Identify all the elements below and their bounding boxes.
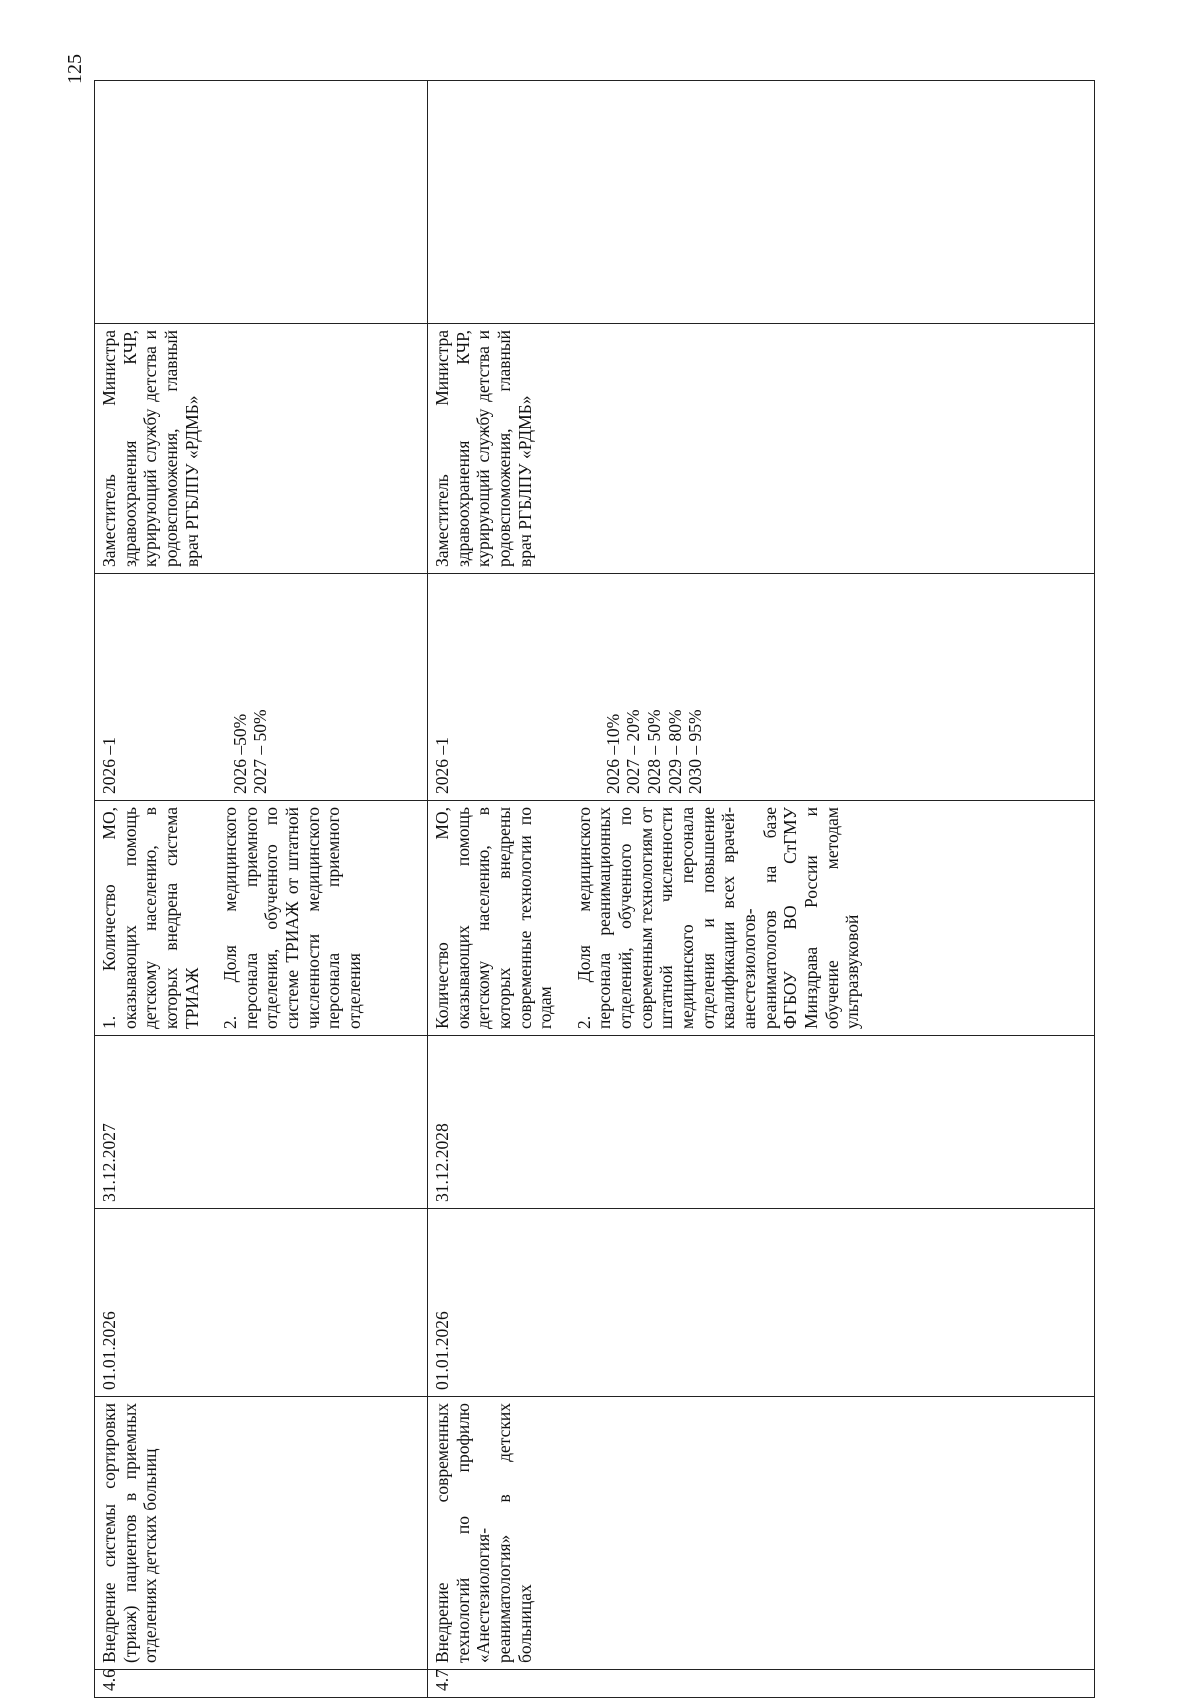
end-date: 31.12.2028 (428, 1036, 1095, 1209)
table-row (428, 81, 1095, 1698)
value-item: 2029 – 80% (664, 709, 685, 794)
indicator-1: 1. Количество МО, оказывающих помощь детскому населению, в которых внедрена система ТРИАЖ (99, 807, 202, 1029)
values-by-year (230, 580, 271, 794)
indicator-2: 2. Доля медицинского персонала приемного отделения, обученного по системе ТРИАЖ от штатной численности медицинского персонала приемного отделения (220, 807, 365, 1029)
value-item: 2026 –10% (602, 713, 623, 794)
value-item: 2026 –50% (229, 713, 250, 794)
indicators-cell (428, 801, 1095, 1036)
end-date: 31.12.2027 (95, 1036, 428, 1209)
measures-table (94, 80, 1095, 1698)
target-values-cell (428, 574, 1095, 801)
indicator-1: Количество МО, оказывающих помощь детскому населению, в которых внедрены современные технологии по годам (432, 807, 556, 1029)
values-by-year (603, 580, 706, 794)
indicator-2: 2. Доля медицинского персонала реанимационных отделений, обученного по современным технологиям от штатной численности медицинского персонала отделения и повышение квалификации всех врачей-анестезиологов-реаниматологов на базе ФГБОУ ВО СтГМУ Минздрава России и обучение методам ультразвуковой (573, 807, 863, 1029)
table-row (95, 81, 428, 1698)
responsible-cell: Заместитель Министра здравоохранения КЧР, курирующий службу детства и родовспоможения, главный врач РГБЛПУ «РДМБ» (95, 324, 428, 574)
notes-cell (95, 81, 428, 324)
rotated-table-sheet (94, 81, 1094, 1698)
value-item: 2027 – 50% (250, 709, 271, 794)
value-item: 2028 – 50% (643, 709, 664, 794)
value-item: 2030 – 95% (685, 709, 706, 794)
start-date: 01.01.2026 (428, 1209, 1095, 1397)
row-number: 4.7 (428, 1670, 1095, 1698)
target-values-cell (95, 574, 428, 801)
measure-title: Внедрение современных технологий по профилю «Анестезиология-реаниматология» в детских больницах (428, 1397, 1095, 1670)
notes-cell (428, 81, 1095, 324)
value-1: 2026 –1 (432, 737, 452, 794)
responsible-cell: Заместитель Министра здравоохранения КЧР, курирующий службу детства и родовспоможения, главный врач РГБЛПУ «РДМБ» (428, 324, 1095, 574)
value-1: 2026 –1 (99, 737, 119, 794)
page-number: 125 (64, 54, 86, 84)
measure-title: Внедрение системы сортировки (триаж) пациентов в приемных отделениях детских больниц (95, 1397, 428, 1670)
start-date: 01.01.2026 (95, 1209, 428, 1397)
value-item: 2027 – 20% (623, 709, 644, 794)
indicators-cell (95, 801, 428, 1036)
row-number: 4.6 (95, 1670, 428, 1698)
